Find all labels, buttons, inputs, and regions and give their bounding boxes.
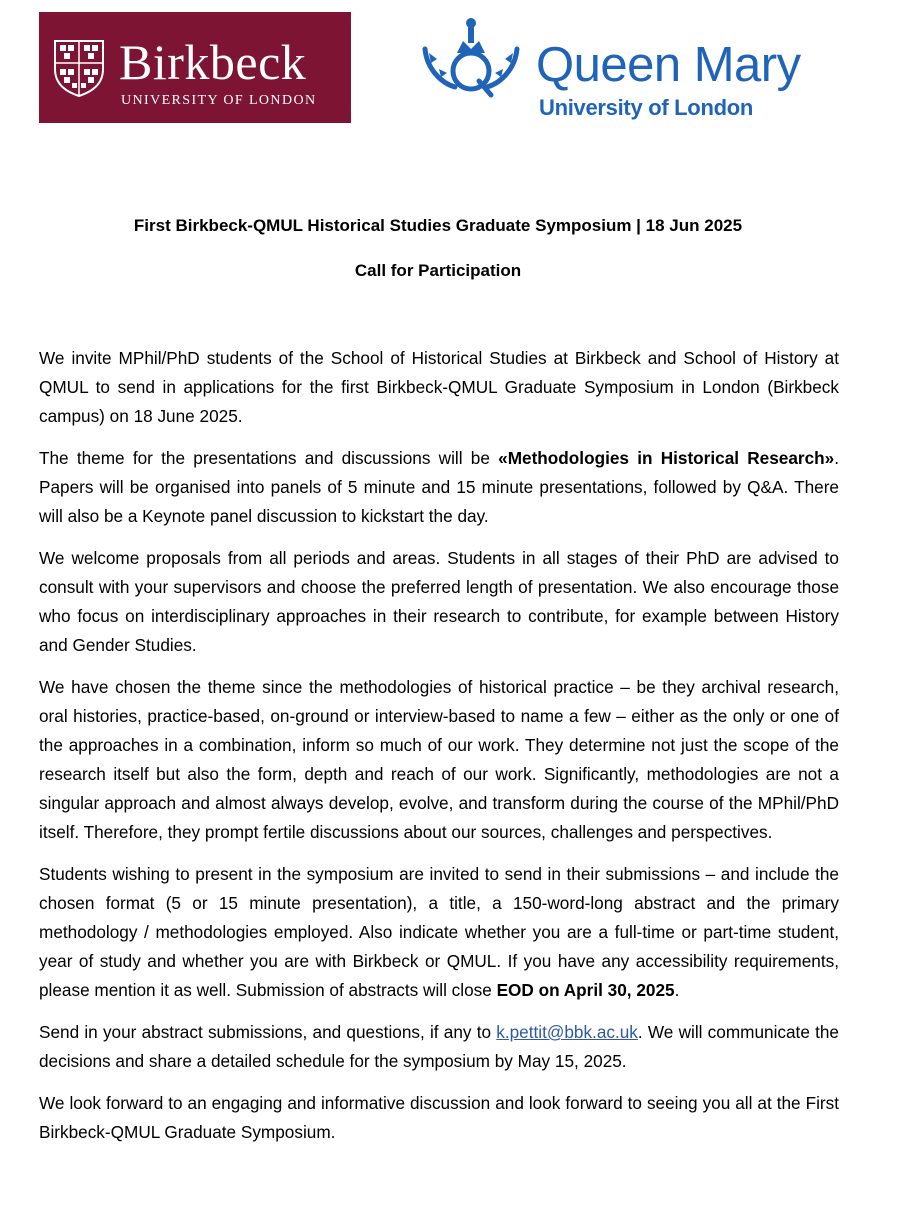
document-subtitle: Call for Participation bbox=[354, 261, 522, 280]
birkbeck-name: Birkbeck bbox=[119, 34, 307, 90]
deadline: EOD on April 30, 2025 bbox=[496, 980, 675, 1000]
email-link[interactable]: k.pettit@bbk.ac.uk bbox=[496, 1022, 638, 1042]
birkbeck-subtitle: UNIVERSITY OF LONDON bbox=[121, 93, 317, 108]
paragraph-submission bbox=[39, 860, 839, 1005]
theme-name: «Methodologies in Historical Research» bbox=[498, 448, 835, 468]
birkbeck-logo bbox=[39, 12, 351, 123]
paragraph-proposals: We welcome proposals from all periods and areas. Students in all stages of their PhD are advised to consult with your supervisors and choose the preferred length of presentation. We also encourage those who focus on interdisciplinary approaches in their research to contribute, for example between History and Gender Studies. bbox=[39, 548, 839, 655]
document-body bbox=[39, 344, 839, 1160]
queen-mary-crown-icon bbox=[419, 13, 523, 99]
queen-mary-subtitle: University of London bbox=[539, 95, 754, 120]
paragraph-theme-text-end: . Papers will be organised into panels of 5 minute and 15 minute presentations, followed by Q&A. There will also be a Keynote panel discussion to kickstart the day. bbox=[39, 448, 839, 526]
paragraph-contact bbox=[39, 1018, 839, 1076]
paragraph-submission-text: Students wishing to present in the symposium are invited to send in their submissions – and include the chosen format (5 or 15 minute presentation), a title, a 150-word-long abstract and the primary methodology / methodologies employed. Also indicate whether you are a full-time or part-time student, year of study and whether you are with Birkbeck or QMUL. If you have any accessibility requirements, please mention it as well. Submission of abstracts will close bbox=[39, 864, 839, 1000]
paragraph-invitation: We invite MPhil/PhD students of the School of Historical Studies at Birkbeck and School of History at QMUL to send in applications for the first Birkbeck-QMUL Graduate Symposium in London (Birkbeck campus) on 18 June 2025. bbox=[39, 348, 839, 426]
paragraph-theme-text: The theme for the presentations and discussions will be bbox=[39, 448, 499, 468]
queen-mary-name: Queen Mary bbox=[536, 38, 801, 92]
paragraph-theme bbox=[39, 444, 839, 531]
paragraph-rationale: We have chosen the theme since the methodologies of historical practice – be they archival research, oral histories, practice-based, on-ground or interview-based to name a few – either as the only or one of the approaches in a combination, inform so much of our work. They determine not just the scope of the research itself but also the form, depth and reach of our work. Significantly, methodologies are not a singular approach and almost always develop, evolve, and transform during the course of the MPhil/PhD itself. Therefore, they prompt fertile discussions about our sources, challenges and perspectives. bbox=[39, 677, 839, 842]
document-title: First Birkbeck-QMUL Historical Studies Graduate Symposium | 18 Jun 2025 bbox=[133, 216, 743, 235]
paragraph-submission-text-end: . bbox=[674, 980, 680, 1000]
paragraph-contact-text-end: . We will communicate the decisions and share a detailed schedule for the symposium by May 15, 2025. bbox=[39, 1022, 839, 1071]
paragraph-closing: We look forward to an engaging and informative discussion and look forward to seeing you all at the First Birkbeck-QMUL Graduate Symposium. bbox=[39, 1093, 839, 1142]
birkbeck-crest-icon bbox=[53, 39, 105, 97]
paragraph-contact-text: Send in your abstract submissions, and questions, if any to bbox=[39, 1022, 497, 1042]
